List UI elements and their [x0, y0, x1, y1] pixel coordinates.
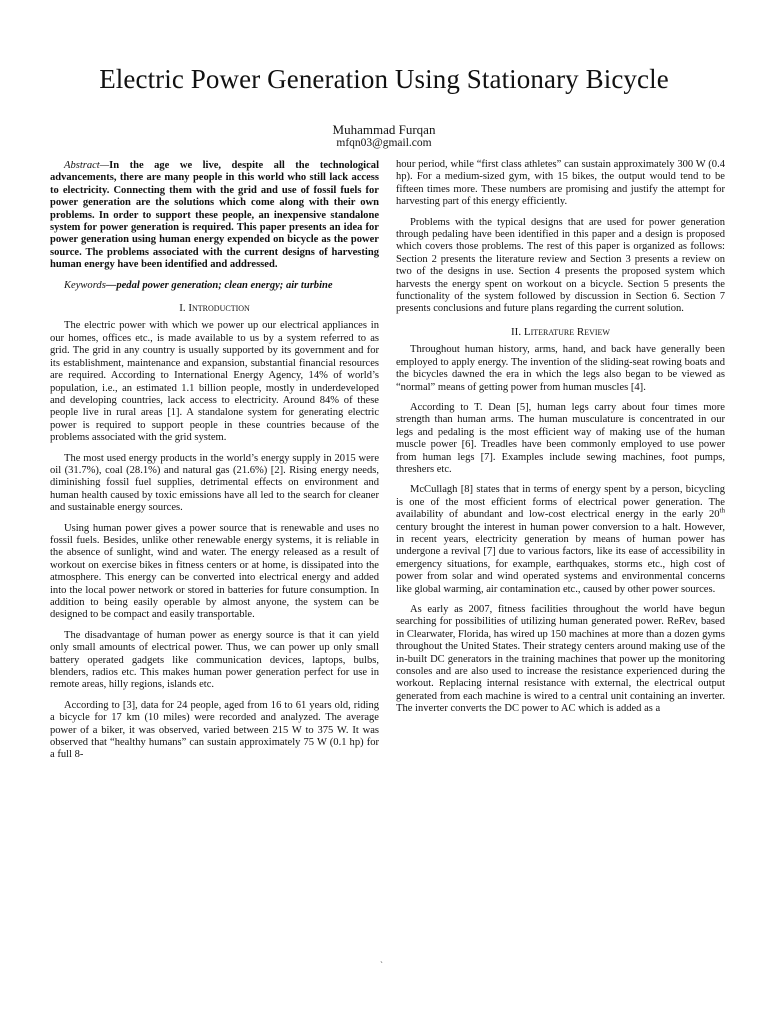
- paragraph: As early as 2007, fitness facilities throughout the world have begun searching for possibilities of utilizing human generated power. ReRev, based in Clearwater, Florida, has wired up 150 machines at more than a dozen gyms throughout the United States. Their strategy centers around making use of the in-built DC generators in the training machines that power up the monitoring consoles and are also used to increase the resistance experienced during the workout. Replacing internal resistance with external, the electrical output generated from each machine is wired to a central unit containing an inverter. The inverter converts the DC power to AC which is added as a: [396, 604, 725, 715]
- paragraph: The most used energy products in the world’s energy supply in 2015 were oil (31.7%), coal (28.1%) and natural gas (21.6%) [2]. Rising energy needs, diminishing fossil fuel supplies, detrimental effects on environment and human health caused by toxic emissions have all led to the search for cleaner and sustainable energy sources.: [50, 452, 379, 514]
- paragraph: Problems with the typical designs that are used for power generation through pedaling have been identified in this paper and a design is proposed which covers those problems. The rest of this paper is organized as follows: Section 2 presents the literature review and Section 3 presents a review on two of the designs in use. Section 4 presents the proposed system which harvests the energy spent on workout on a bicycle. Section 5 presents the functionality of the system followed by discussion in Section 6. Section 7 presents conclusions and future plans regarding the current solution.: [396, 216, 725, 315]
- abstract-label: Abstract: [64, 160, 100, 171]
- keywords-text: pedal power generation; clean energy; air turbine: [116, 279, 333, 291]
- paragraph: The electric power with which we power up our electrical appliances in our homes, offices etc., is made available to us by a system referred to as grid. The grid in any country is usually supported by its government and for its establishment, maintenance and expansion, substantial financial resources are required. According to International Energy Agency, 14% of world’s population, i.e., an estimated 1.1 billion people, mostly in underdeveloped and developing countries, lack access to electricity. Around 84% of these people live in rural areas [1]. A standalone system for generating electric power is required to support people in these countries because of the problems associated with the grid system.: [50, 320, 379, 444]
- paper-title: Electric Power Generation Using Stationary Bicycle: [99, 64, 669, 94]
- superscript: th: [719, 506, 725, 515]
- paragraph: According to T. Dean [5], human legs carry about four times more strength than human arms. The human musculature is concentrated in our legs and pedaling is the most efficient way of making use of the human muscle power [6]. Treadles have been commonly employed to use power from human legs [7]. Examples include sewing machines, foot pumps, threshers etc.: [396, 401, 725, 475]
- paragraph: According to [3], data for 24 people, aged from 16 to 61 years old, riding a bicycle for 17 km (10 miles) were recorded and analyzed. The average power of a biker, it was observed, varied between 215 W to 375 W. It was observed that “healthy humans” can sustain approximately 75 W (0.1 hp) for a full 8-: [50, 699, 379, 761]
- section-number: II.: [511, 325, 522, 338]
- keywords: Keywords—pedal power generation; clean energy; air turbine: [64, 279, 333, 291]
- paragraph: The disadvantage of human power as energy source is that it can yield only small amounts of electrical power. Thus, we can power up only small battery operated gadgets like communication devices, laptops, bulbs, blenders, radios etc. This makes human power generation perfect for use in remote areas, hilly regions, islands etc.: [50, 629, 379, 691]
- section-title: Literature Review: [523, 325, 610, 338]
- author-name: Muhammad Furqan: [332, 122, 436, 137]
- footer-mark: `: [380, 960, 383, 970]
- paragraph-mccullagh: [396, 484, 725, 596]
- paragraph: Using human power gives a power source that is renewable and uses no fossil fuels. Besides, unlike other renewable energy systems, it is reliable in the absence of sunlight, wind and water. The energy released as a result of workout on exercise bikes in fitness centers or at home, is dissipated into the atmosphere. This energy can be converted into electrical energy and added into the local power network or stored in batteries for future consumption. In addition to being easily operable by almost anyone, the system can be designed to be compact and easily transportable.: [50, 522, 379, 621]
- section-heading-introduction: [50, 302, 379, 314]
- author-email: mfqn03@gmail.com: [336, 137, 432, 149]
- right-column: [396, 159, 725, 724]
- section-title: Introduction: [188, 302, 250, 315]
- text-run: century brought the interest in human power conversion to a halt. However, in recent years, electricity generation by means of human power has undergone a revival [7] due to various factors, like its ease of accessibility in emergency situations, for example, earthquakes, storms etc., high cost of power from solar and wind operated systems and environmental concerns like global warming, air contamination etc., caused by other power sources.: [396, 521, 725, 595]
- abstract: Abstract—In the age we live, despite all the technological advancements, there are many people in this world who still lack access to electricity. Connecting them with the grid and use of fossil fuels for power generation are the solutions which come along with their own problems. In order to support these people, an inexpensive standalone system for power generation is required. This paper presents an idea for power generation using human energy expended on bicycle as the power source. The problems associated with the current designs of harvesting human energy have been identified and addressed.: [50, 160, 379, 271]
- paragraph: hour period, while “first class athletes” can sustain approximately 300 W (0.4 hp). For a medium-sized gym, with 15 bikes, the output would tend to be fifteen times more. These numbers are promising and justify the attempt for harvesting part of this energy efficiently.: [396, 159, 725, 208]
- section-number: I.: [179, 302, 186, 315]
- left-column: [50, 160, 379, 770]
- keywords-label: Keywords: [64, 279, 106, 291]
- abstract-text: In the age we live, despite all the technological advancements, there are many people in this world who still lack access to electricity. Connecting them with the grid and use of fossil fuels for power generation are the solutions which come along with their own problems. In order to support these people, an inexpensive standalone system for power generation is required. This paper presents an idea for power generation using human energy expended on bicycle as the power source. The problems associated with the current designs of harvesting human energy have been identified and addressed.: [50, 160, 379, 271]
- text-run: McCullagh [8] states that in terms of energy spent by a person, bicycling is one of the most efficient forms of electrical power generation. The availability of abundant and low-cost electrical energy in the early 20: [396, 484, 725, 521]
- paragraph: Throughout human history, arms, hand, and back have generally been employed to apply energy. The invention of the sliding-seat rowing boats and the bicycles dawned the era in which the legs also began to be viewed as “normal” means of getting power from human muscles [4].: [396, 344, 725, 393]
- section-heading-literature-review: [396, 326, 725, 338]
